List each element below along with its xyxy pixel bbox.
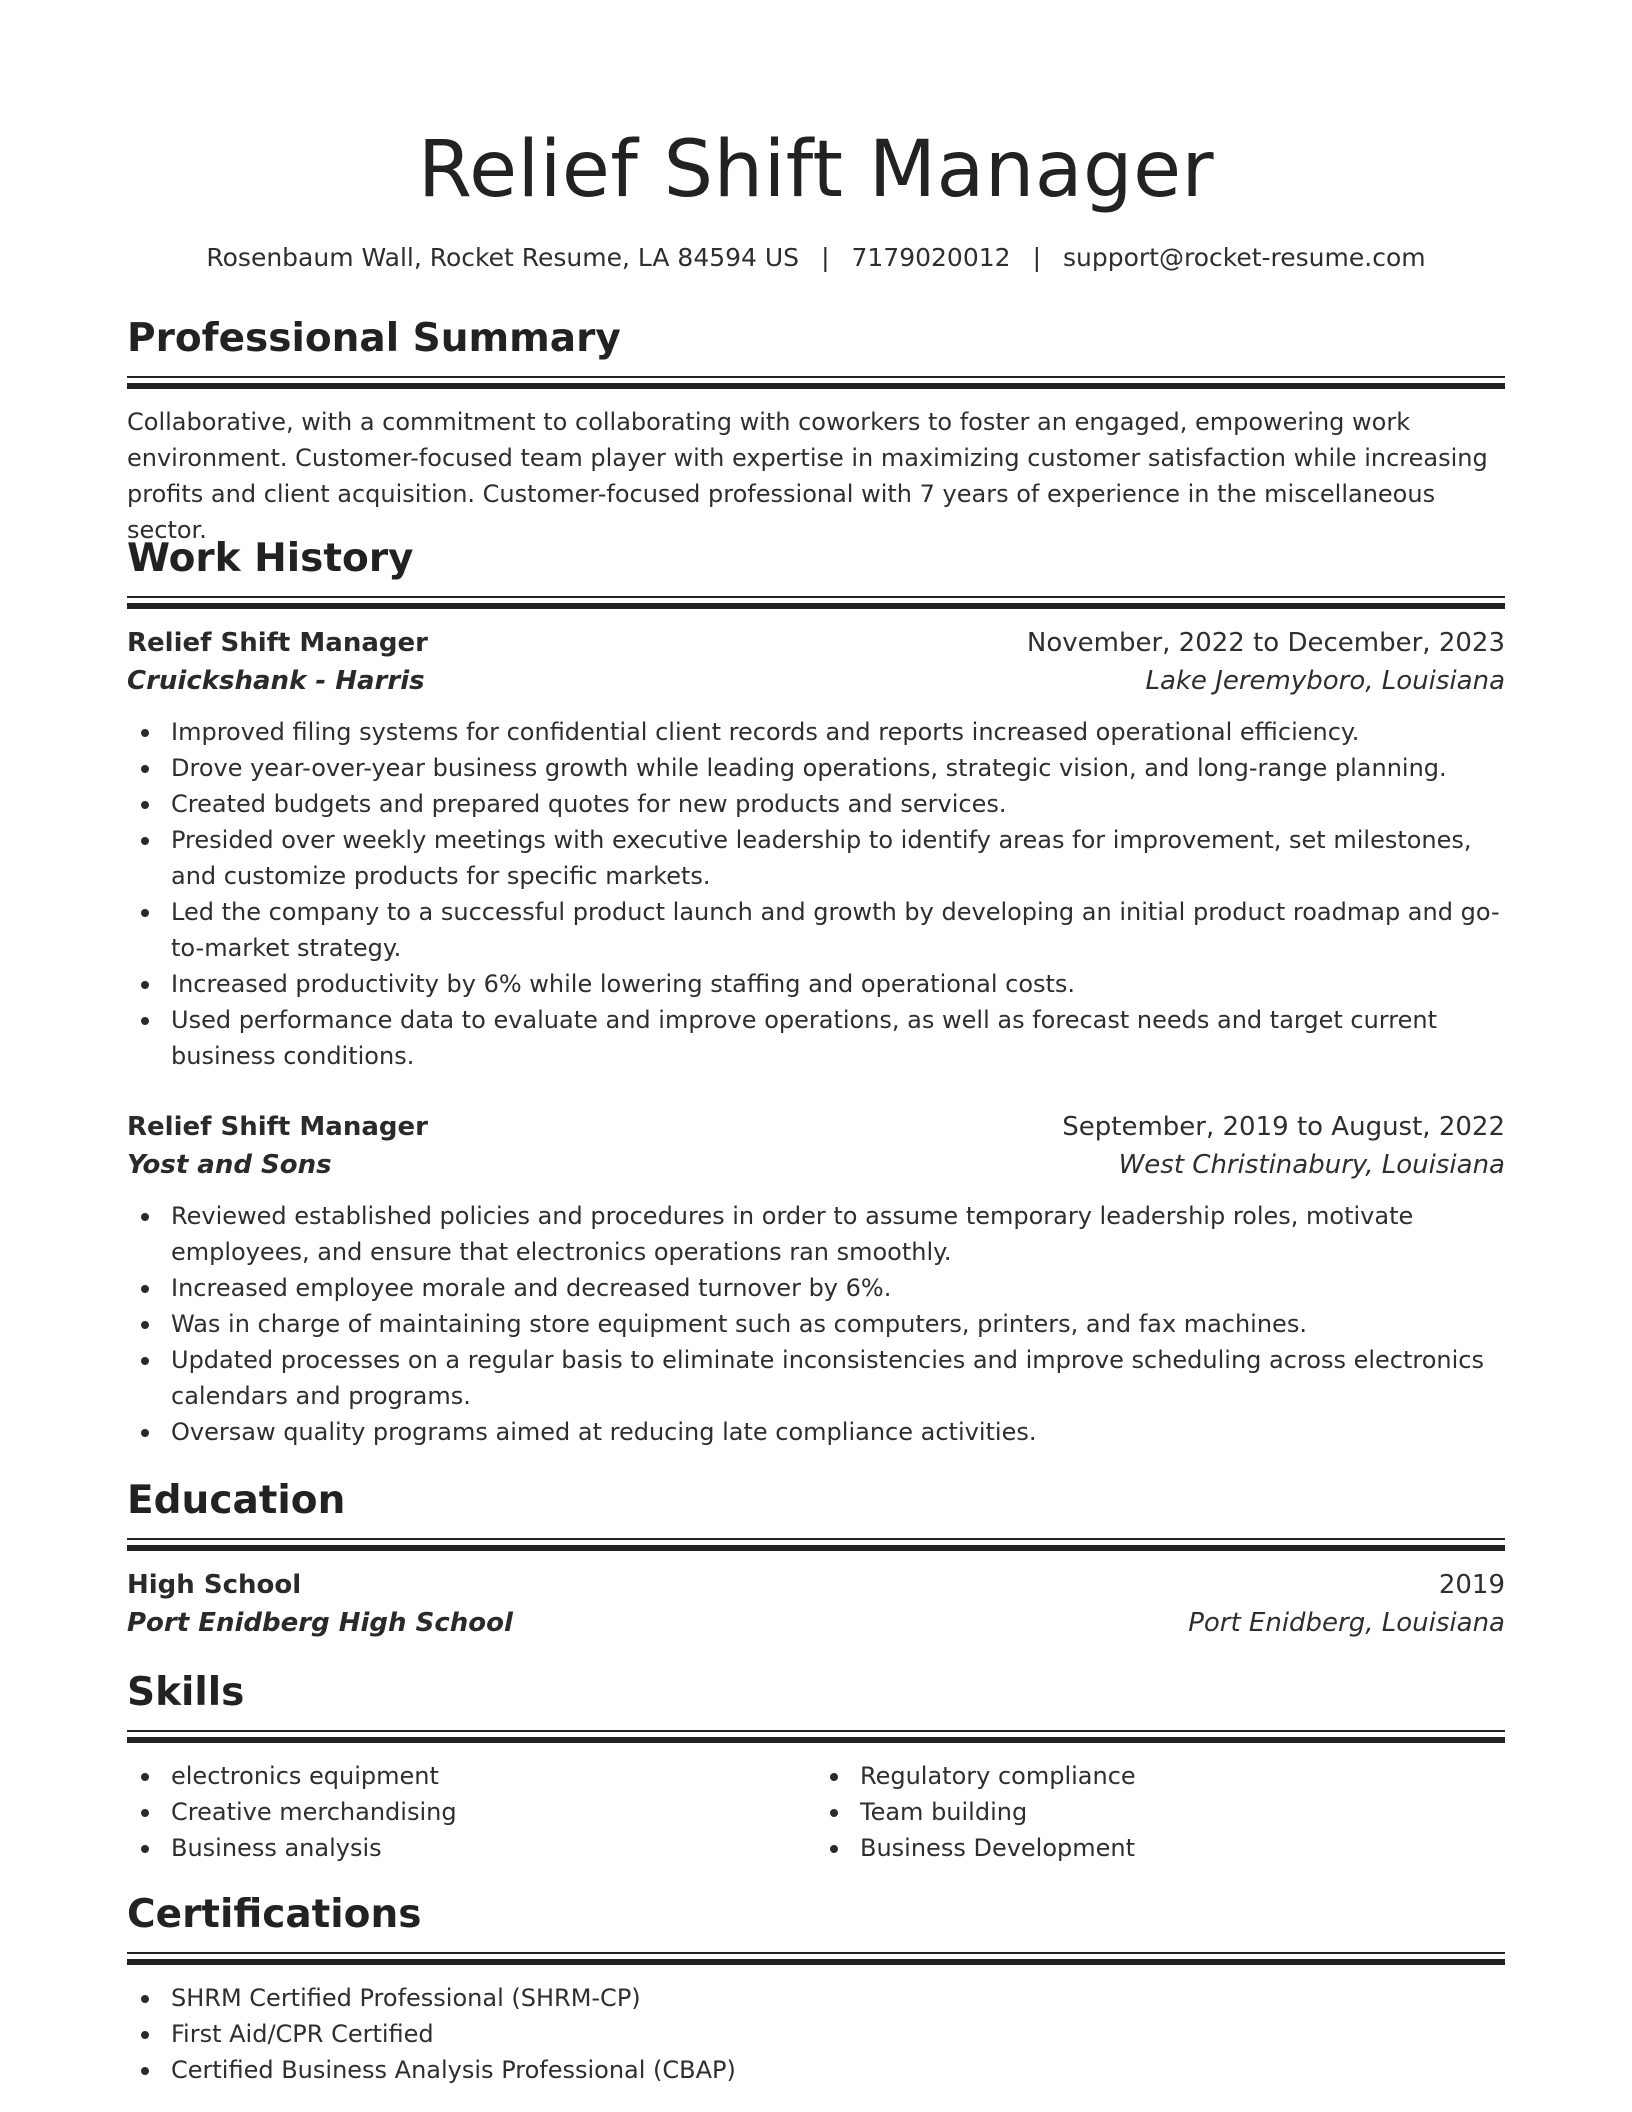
- section-title-summary: Professional Summary: [127, 316, 621, 361]
- job-entry: [127, 1108, 1505, 1450]
- skills-column-right: [816, 1758, 1505, 1866]
- education-section: [127, 1478, 1505, 1642]
- job-header: [127, 624, 1505, 662]
- list-item: Reviewed established policies and procedures in order to assume temporary leadership roles, motivate employees, and ensure that electronics operations ran smoothly.: [127, 1198, 1505, 1270]
- job-role: Relief Shift Manager: [127, 628, 428, 658]
- skills-section: [127, 1670, 1505, 1866]
- job-dates: November, 2022 to December, 2023: [1026, 628, 1505, 658]
- section-divider: [127, 596, 1505, 610]
- education-school: Port Enidberg High School: [127, 1608, 513, 1638]
- contact-line: [127, 242, 1505, 274]
- summary-text: Collaborative, with a commitment to collaborating with coworkers to foster an engaged, empowering work environment. Customer-focused team player with expertise in maximizing customer satisfaction while increasing profits and client acquisition. Customer-focused professional with 7 years of experience in the miscellaneous sector.: [127, 408, 1488, 544]
- education-subheader: [127, 1604, 1505, 1642]
- job-subheader: [127, 662, 1505, 700]
- education-header: [127, 1566, 1505, 1604]
- job-location: Lake Jeremyboro, Louisiana: [1145, 666, 1505, 696]
- contact-email: support@rocket-resume.com: [1063, 243, 1426, 272]
- list-item: Was in charge of maintaining store equipment such as computers, printers, and fax machines.: [127, 1306, 1505, 1342]
- list-item: Updated processes on a regular basis to eliminate inconsistencies and improve scheduling across electronics calendars and programs.: [127, 1342, 1505, 1414]
- list-item: Increased productivity by 6% while lowering staffing and operational costs.: [127, 966, 1505, 1002]
- section-title-work-history: Work History: [127, 536, 414, 581]
- resume-name: Relief Shift Manager: [417, 125, 1215, 215]
- list-item: Presided over weekly meetings with executive leadership to identify areas for improvement, set milestones, and customize products for specific markets.: [127, 822, 1505, 894]
- contact-separator: |: [821, 243, 830, 272]
- list-item: First Aid/CPR Certified: [127, 2016, 1505, 2052]
- job-company: Yost and Sons: [127, 1150, 332, 1180]
- section-divider: [127, 1952, 1505, 1966]
- list-item: electronics equipment: [127, 1758, 816, 1794]
- job-role: Relief Shift Manager: [127, 1112, 428, 1142]
- job-dates: September, 2019 to August, 2022: [1062, 1112, 1505, 1142]
- job-bullets: [127, 1198, 1505, 1450]
- list-item: Business analysis: [127, 1830, 816, 1866]
- section-divider: [127, 1538, 1505, 1552]
- section-title-certifications: Certifications: [127, 1892, 422, 1937]
- job-bullets: [127, 714, 1505, 1074]
- education-degree: High School: [127, 1570, 302, 1600]
- section-title-education: Education: [127, 1478, 346, 1523]
- skills-grid: [127, 1758, 1505, 1866]
- education-location: Port Enidberg, Louisiana: [1188, 1608, 1505, 1638]
- education-year: 2019: [1438, 1570, 1505, 1600]
- skills-column-left: [127, 1758, 816, 1866]
- list-item: Business Development: [816, 1830, 1505, 1866]
- list-item: Certified Business Analysis Professional (CBAP): [127, 2052, 1505, 2088]
- list-item: SHRM Certified Professional (SHRM-CP): [127, 1980, 1505, 2016]
- list-item: Team building: [816, 1794, 1505, 1830]
- job-header: [127, 1108, 1505, 1146]
- list-item: Drove year-over-year business growth while leading operations, strategic vision, and long-range planning.: [127, 750, 1505, 786]
- work-history-section: [127, 536, 1505, 1450]
- section-divider: [127, 376, 1505, 390]
- certifications-section: [127, 1892, 1505, 2088]
- list-item: Oversaw quality programs aimed at reducing late compliance activities.: [127, 1414, 1505, 1450]
- job-entry: [127, 624, 1505, 1074]
- job-subheader: [127, 1146, 1505, 1184]
- contact-address: Rosenbaum Wall, Rocket Resume, LA 84594 US: [206, 243, 800, 272]
- education-entry: [127, 1566, 1505, 1642]
- list-item: Improved filing systems for confidential client records and reports increased operational efficiency.: [127, 714, 1505, 750]
- list-item: Led the company to a successful product launch and growth by developing an initial product roadmap and go-to-market strategy.: [127, 894, 1505, 966]
- list-item: Created budgets and prepared quotes for new products and services.: [127, 786, 1505, 822]
- contact-phone: 7179020012: [851, 243, 1011, 272]
- contact-separator: |: [1032, 243, 1041, 272]
- list-item: Increased employee morale and decreased turnover by 6%.: [127, 1270, 1505, 1306]
- job-company: Cruickshank - Harris: [127, 666, 425, 696]
- summary-section: [127, 316, 1505, 548]
- list-item: Used performance data to evaluate and improve operations, as well as forecast needs and target current business conditions.: [127, 1002, 1505, 1074]
- list-item: Regulatory compliance: [816, 1758, 1505, 1794]
- certifications-list: [127, 1980, 1505, 2088]
- section-divider: [127, 1730, 1505, 1744]
- job-location: West Christinabury, Louisiana: [1118, 1150, 1505, 1180]
- list-item: Creative merchandising: [127, 1794, 816, 1830]
- section-title-skills: Skills: [127, 1670, 245, 1715]
